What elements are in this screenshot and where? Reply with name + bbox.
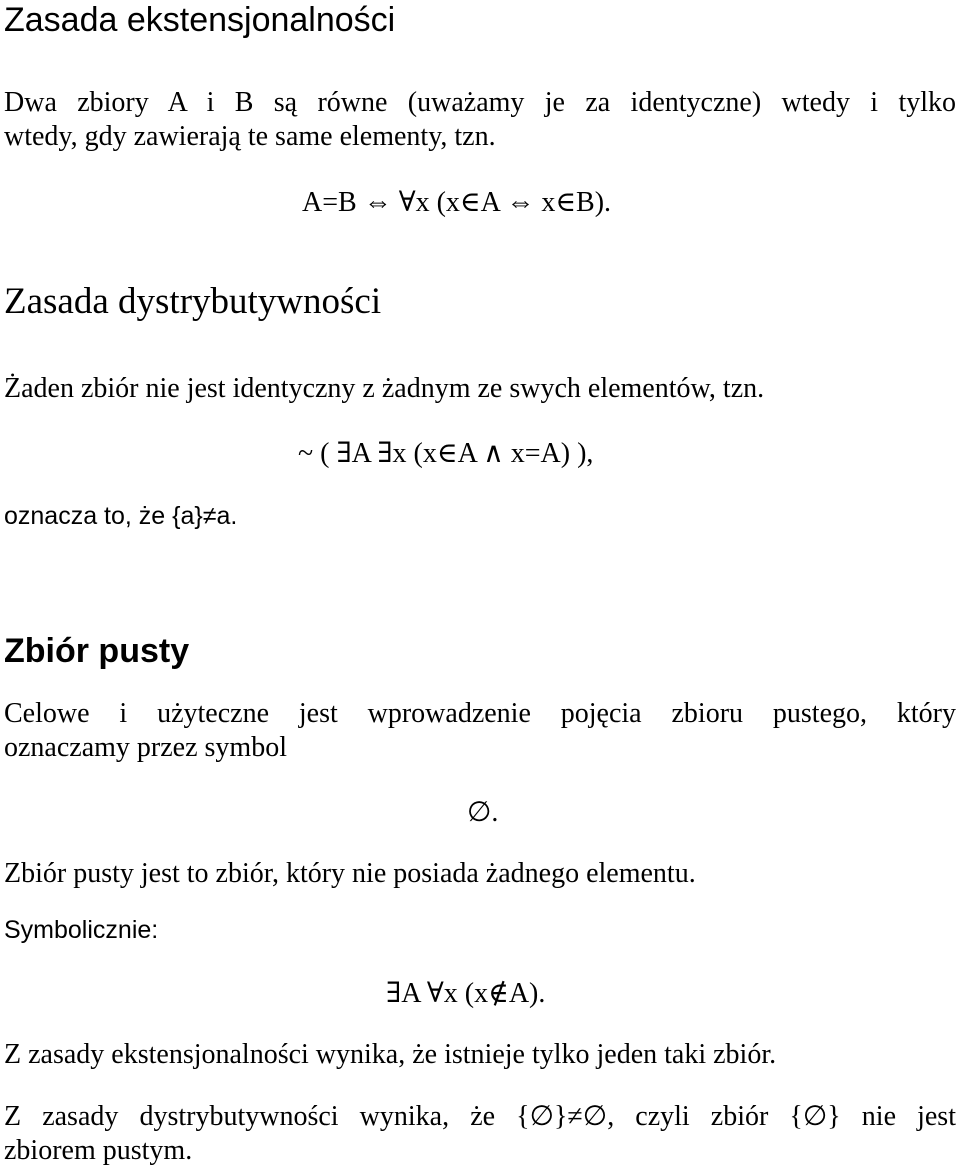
heading-empty-set: Zbiór pusty bbox=[4, 632, 190, 670]
empty-set-formula: ∃A ∀x (x∉A). bbox=[386, 978, 546, 1009]
symbolic-label: Symbolicznie: bbox=[4, 916, 159, 944]
empty-set-conclusion-2-line-1: Z zasady dystrybutywności wynika, że {∅}≠∅, czyli zbiór {∅} nie jest bbox=[4, 1101, 956, 1132]
distributivity-formula: ~ ( ∃A ∃x (x∈A ∧ x=A) ), bbox=[298, 438, 594, 469]
extensionality-text-line-1: Dwa zbiory A i B są równe (uważamy je za identyczne) wtedy i tylko bbox=[4, 87, 956, 118]
extensionality-formula: A=B ⇔ ∀x (x∈A ⇔ x∈B). bbox=[302, 187, 612, 218]
empty-set-conclusion-2-line-2: zbiorem pustym. bbox=[4, 1135, 193, 1166]
empty-set-conclusion-1: Z zasady ekstensjonalności wynika, że istnieje tylko jeden taki zbiór. bbox=[4, 1039, 777, 1070]
distributivity-conclusion: oznacza to, że {a}≠a. bbox=[4, 502, 238, 530]
empty-set-text-line-1: Celowe i użyteczne jest wprowadzenie pojęcia zbioru pustego, który bbox=[4, 698, 956, 729]
extensionality-text-line-2: wtedy, gdy zawierają te same elementy, tzn. bbox=[4, 121, 496, 152]
empty-set-definition: Zbiór pusty jest to zbiór, który nie posiada żadnego elementu. bbox=[4, 858, 696, 889]
heading-extensionality: Zasada ekstensjonalności bbox=[4, 1, 396, 39]
empty-set-text-line-2: oznaczamy przez symbol bbox=[4, 732, 287, 763]
empty-set-symbol: ∅. bbox=[467, 797, 499, 828]
heading-distributivity: Zasada dystrybutywności bbox=[4, 281, 382, 322]
distributivity-text: Żaden zbiór nie jest identyczny z żadnym ze swych elementów, tzn. bbox=[4, 373, 765, 404]
